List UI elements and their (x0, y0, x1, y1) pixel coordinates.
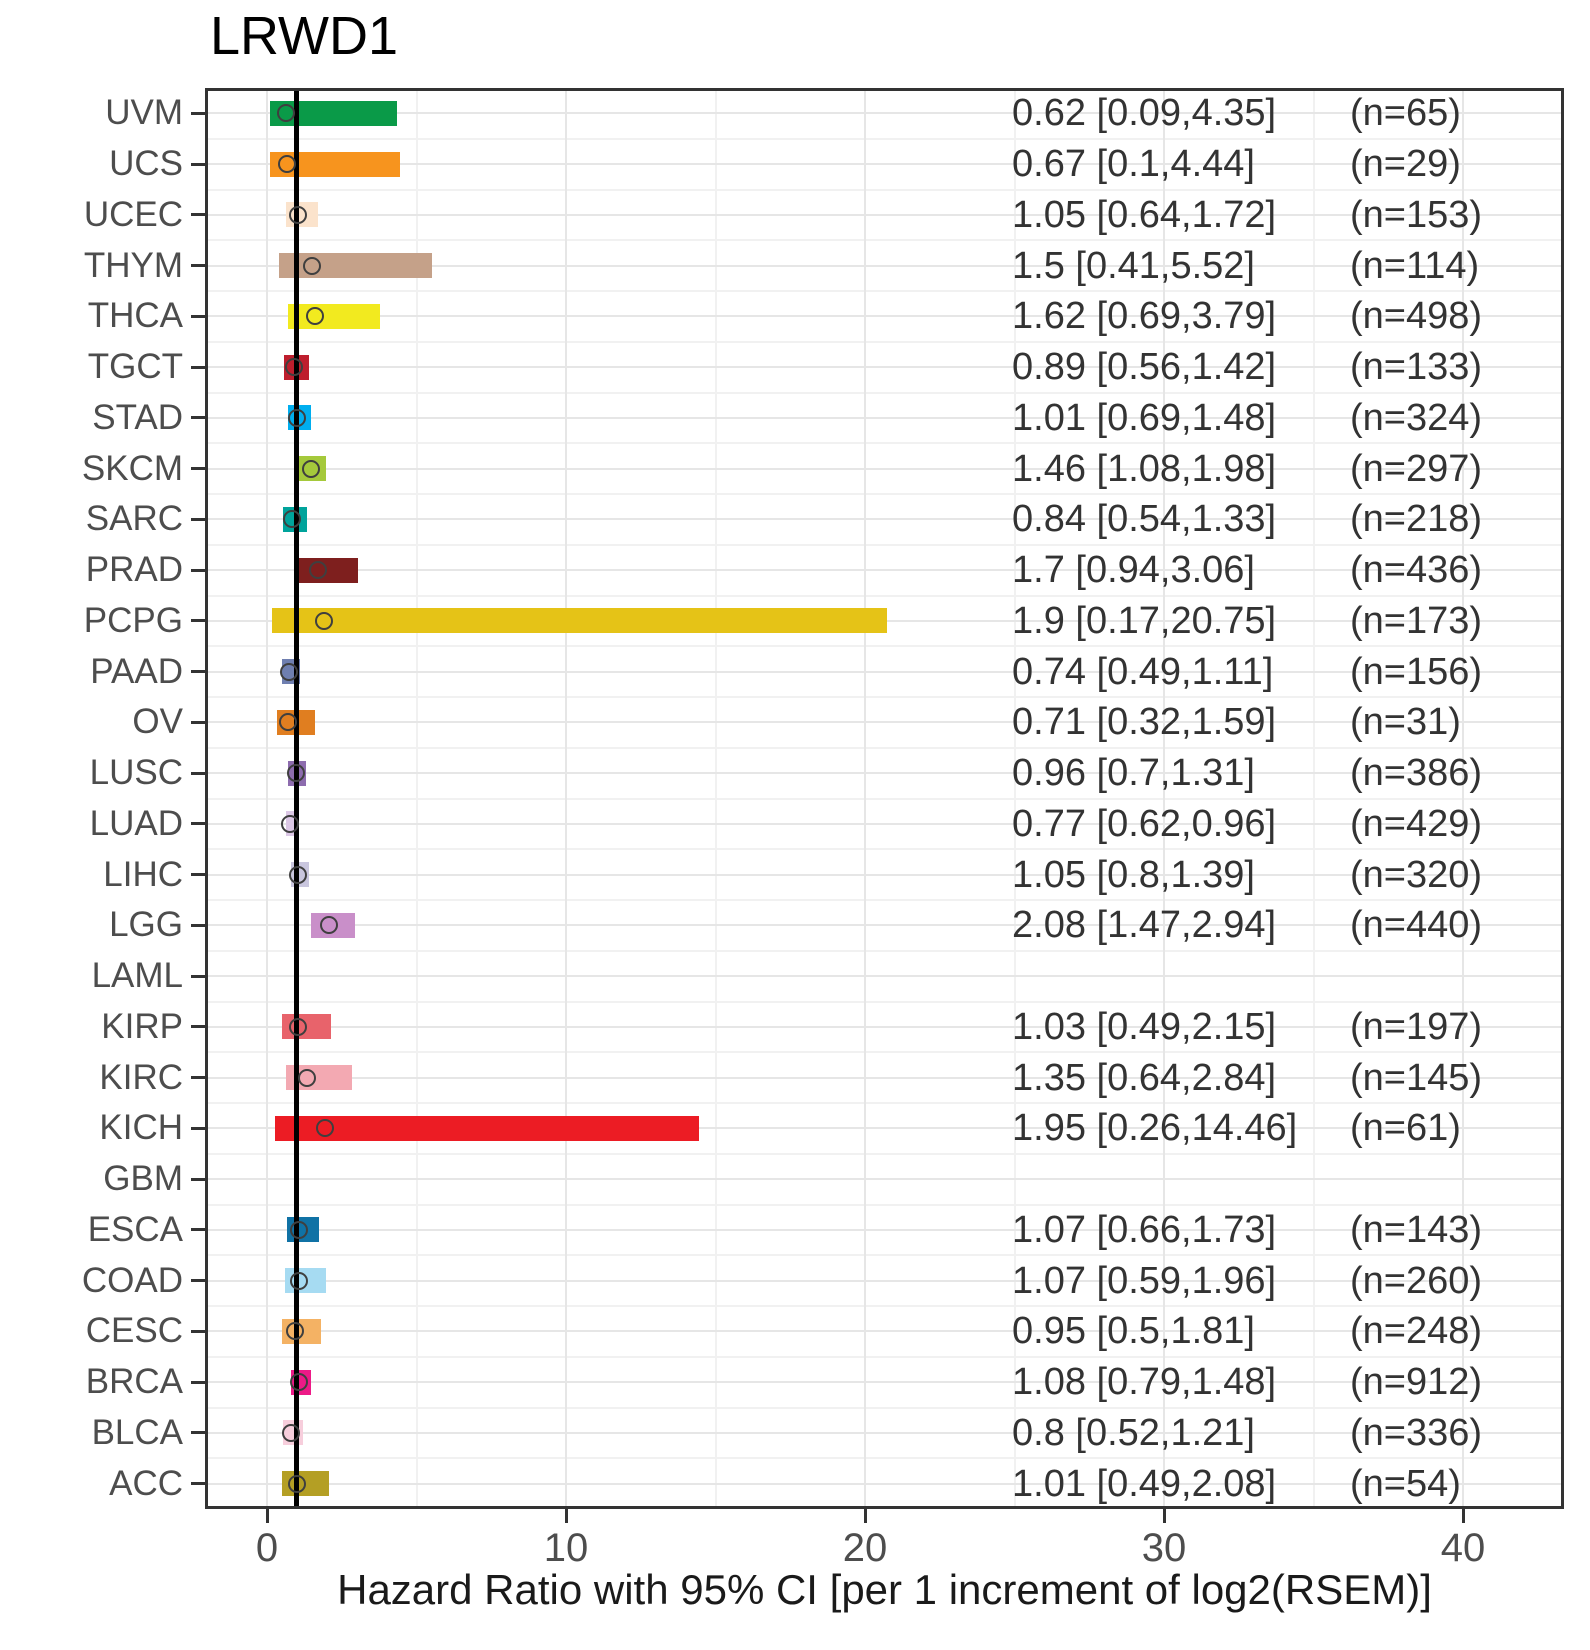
hr-marker-tgct (285, 358, 303, 376)
sample-size-text: (n=156) (1350, 650, 1483, 693)
y-axis-label-blca: BLCA (91, 1412, 183, 1452)
hr-marker-esca (290, 1221, 308, 1239)
sample-size-text: (n=320) (1350, 853, 1483, 896)
y-tick (191, 1279, 205, 1282)
y-axis-label-coad: COAD (81, 1260, 183, 1300)
hr-ci-text: 1.05 [0.8,1.39] (1012, 853, 1255, 896)
y-axis-label-sarc: SARC (85, 499, 183, 539)
hr-ci-text: 1.95 [0.26,14.46] (1012, 1107, 1298, 1150)
y-tick (191, 772, 205, 775)
y-axis-label-stad: STAD (92, 397, 183, 437)
x-tick (266, 1509, 269, 1523)
sample-size-text: (n=197) (1350, 1005, 1483, 1048)
hr-ci-text: 1.35 [0.64,2.84] (1012, 1056, 1277, 1099)
y-tick (191, 112, 205, 115)
hr-marker-blca (282, 1424, 300, 1442)
y-tick (191, 924, 205, 927)
hr-ci-text: 1.07 [0.59,1.96] (1012, 1259, 1277, 1302)
hr-ci-text: 2.08 [1.47,2.94] (1012, 904, 1277, 947)
y-tick (191, 163, 205, 166)
hr-marker-prad (309, 561, 327, 579)
y-axis-label-thym: THYM (83, 245, 183, 285)
sample-size-text: (n=143) (1350, 1208, 1483, 1251)
sample-size-text: (n=386) (1350, 752, 1483, 795)
plot-title: LRWD1 (210, 6, 399, 66)
hr-ci-text: 0.89 [0.56,1.42] (1012, 346, 1277, 389)
hr-marker-coad (290, 1272, 308, 1290)
x-tick (565, 1509, 568, 1523)
y-tick (191, 873, 205, 876)
y-tick (191, 264, 205, 267)
x-tick-label: 20 (842, 1526, 888, 1570)
hr-ci-text: 1.07 [0.66,1.73] (1012, 1208, 1277, 1251)
y-tick (191, 467, 205, 470)
y-axis-label-uvm: UVM (105, 93, 183, 133)
y-tick (191, 1431, 205, 1434)
y-axis-label-cesc: CESC (85, 1311, 183, 1351)
sample-size-text: (n=29) (1350, 143, 1461, 186)
y-tick (191, 1482, 205, 1485)
y-axis-label-skcm: SKCM (81, 448, 183, 488)
y-tick (191, 366, 205, 369)
hr-marker-pcpg (315, 612, 333, 630)
y-axis-label-ucec: UCEC (83, 194, 183, 234)
hr-ci-text: 1.7 [0.94,3.06] (1012, 549, 1255, 592)
sample-size-text: (n=429) (1350, 802, 1483, 845)
sample-size-text: (n=114) (1350, 244, 1480, 287)
hr-ci-text: 1.46 [1.08,1.98] (1012, 447, 1277, 490)
y-tick (191, 822, 205, 825)
hr-marker-paad (280, 663, 298, 681)
y-tick (191, 1076, 205, 1079)
x-tick (1163, 1509, 1166, 1523)
hr-ci-text: 0.62 [0.09,4.35] (1012, 92, 1277, 135)
sample-size-text: (n=133) (1350, 346, 1483, 389)
hr-ci-text: 0.95 [0.5,1.81] (1012, 1310, 1255, 1353)
x-tick (1462, 1509, 1465, 1523)
y-axis-label-gbm: GBM (103, 1159, 183, 1199)
hr-ci-text: 1.5 [0.41,5.52] (1012, 244, 1255, 287)
y-tick (191, 213, 205, 216)
x-tick (864, 1509, 867, 1523)
y-axis-label-ucs: UCS (109, 144, 183, 184)
y-axis-label-thca: THCA (87, 296, 183, 336)
sample-size-text: (n=297) (1350, 447, 1483, 490)
ci-bar-kich (275, 1116, 700, 1141)
hr-ci-text: 0.71 [0.32,1.59] (1012, 701, 1277, 744)
sample-size-text: (n=218) (1350, 498, 1483, 541)
sample-size-text: (n=31) (1350, 701, 1461, 744)
y-tick (191, 975, 205, 978)
y-axis-label-paad: PAAD (90, 651, 183, 691)
sample-size-text: (n=153) (1350, 193, 1483, 236)
hr-ci-text: 1.03 [0.49,2.15] (1012, 1005, 1277, 1048)
hr-ci-text: 0.77 [0.62,0.96] (1012, 802, 1277, 845)
y-axis-label-acc: ACC (109, 1463, 183, 1503)
hr-marker-lihc (289, 866, 307, 884)
y-axis-label-lusc: LUSC (89, 753, 183, 793)
sample-size-text: (n=260) (1350, 1259, 1483, 1302)
sample-size-text: (n=173) (1350, 599, 1483, 642)
sample-size-text: (n=436) (1350, 549, 1483, 592)
x-major-gridline (864, 88, 866, 1509)
y-tick (191, 670, 205, 673)
x-tick-label: 40 (1440, 1526, 1486, 1570)
hr-ci-text: 1.08 [0.79,1.48] (1012, 1361, 1277, 1404)
hr-ci-text: 1.01 [0.49,2.08] (1012, 1462, 1277, 1505)
x-tick-label: 10 (543, 1526, 589, 1570)
y-tick (191, 518, 205, 521)
y-axis-label-pcpg: PCPG (83, 600, 183, 640)
x-axis-title: Hazard Ratio with 95% CI [per 1 increment of log2(RSEM)] (337, 1566, 1432, 1613)
y-tick (191, 416, 205, 419)
x-tick-label: 30 (1141, 1526, 1187, 1570)
hr-ci-text: 1.01 [0.69,1.48] (1012, 396, 1277, 439)
y-axis-label-kich: KICH (99, 1108, 183, 1148)
reference-line (294, 88, 299, 1509)
sample-size-text: (n=336) (1350, 1411, 1483, 1454)
y-major-gridline (205, 1178, 1564, 1180)
y-tick (191, 1228, 205, 1231)
y-tick (191, 1127, 205, 1130)
hr-marker-stad (288, 409, 306, 427)
y-axis-label-lgg: LGG (109, 905, 183, 945)
y-axis-label-esca: ESCA (87, 1209, 183, 1249)
y-tick (191, 619, 205, 622)
y-tick (191, 1381, 205, 1384)
y-tick (191, 1178, 205, 1181)
sample-size-text: (n=54) (1350, 1462, 1461, 1505)
y-major-gridline (205, 975, 1564, 977)
hr-ci-text: 0.96 [0.7,1.31] (1012, 752, 1255, 795)
hr-marker-uvm (277, 104, 295, 122)
hr-marker-luad (281, 815, 299, 833)
sample-size-text: (n=61) (1350, 1107, 1461, 1150)
hr-marker-lusc (287, 764, 305, 782)
y-tick (191, 1025, 205, 1028)
x-tick-label: 0 (255, 1526, 279, 1570)
hr-marker-thym (303, 257, 321, 275)
sample-size-text: (n=440) (1350, 904, 1483, 947)
hr-ci-text: 0.84 [0.54,1.33] (1012, 498, 1277, 541)
y-tick (191, 569, 205, 572)
sample-size-text: (n=324) (1350, 396, 1483, 439)
y-axis-label-ov: OV (132, 702, 183, 742)
y-tick (191, 1330, 205, 1333)
hr-ci-text: 0.8 [0.52,1.21] (1012, 1411, 1255, 1454)
y-tick (191, 315, 205, 318)
hr-ci-text: 0.74 [0.49,1.11] (1012, 650, 1274, 693)
hr-marker-acc (288, 1475, 306, 1493)
ci-bar-thca (288, 304, 381, 329)
hr-marker-skcm (302, 460, 320, 478)
ci-bar-pcpg (272, 608, 887, 633)
hr-marker-kirp (289, 1018, 307, 1036)
y-axis-label-lihc: LIHC (103, 854, 183, 894)
y-axis-label-kirp: KIRP (101, 1006, 183, 1046)
y-axis-label-laml: LAML (91, 956, 183, 996)
y-axis-label-kirc: KIRC (99, 1057, 183, 1097)
x-major-gridline (565, 88, 567, 1509)
sample-size-text: (n=65) (1350, 92, 1461, 135)
sample-size-text: (n=498) (1350, 295, 1483, 338)
sample-size-text: (n=912) (1350, 1361, 1483, 1404)
hr-ci-text: 1.9 [0.17,20.75] (1012, 599, 1277, 642)
y-axis-label-prad: PRAD (85, 550, 183, 590)
hr-ci-text: 0.67 [0.1,4.44] (1012, 143, 1255, 186)
hr-ci-text: 1.05 [0.64,1.72] (1012, 193, 1277, 236)
sample-size-text: (n=145) (1350, 1056, 1483, 1099)
sample-size-text: (n=248) (1350, 1310, 1483, 1353)
x-major-gridline (266, 88, 268, 1509)
hr-ci-text: 1.62 [0.69,3.79] (1012, 295, 1277, 338)
y-axis-label-brca: BRCA (85, 1362, 183, 1402)
y-tick (191, 721, 205, 724)
y-axis-label-luad: LUAD (89, 803, 183, 843)
y-axis-label-tgct: TGCT (87, 347, 183, 387)
hr-marker-kirc (298, 1069, 316, 1087)
